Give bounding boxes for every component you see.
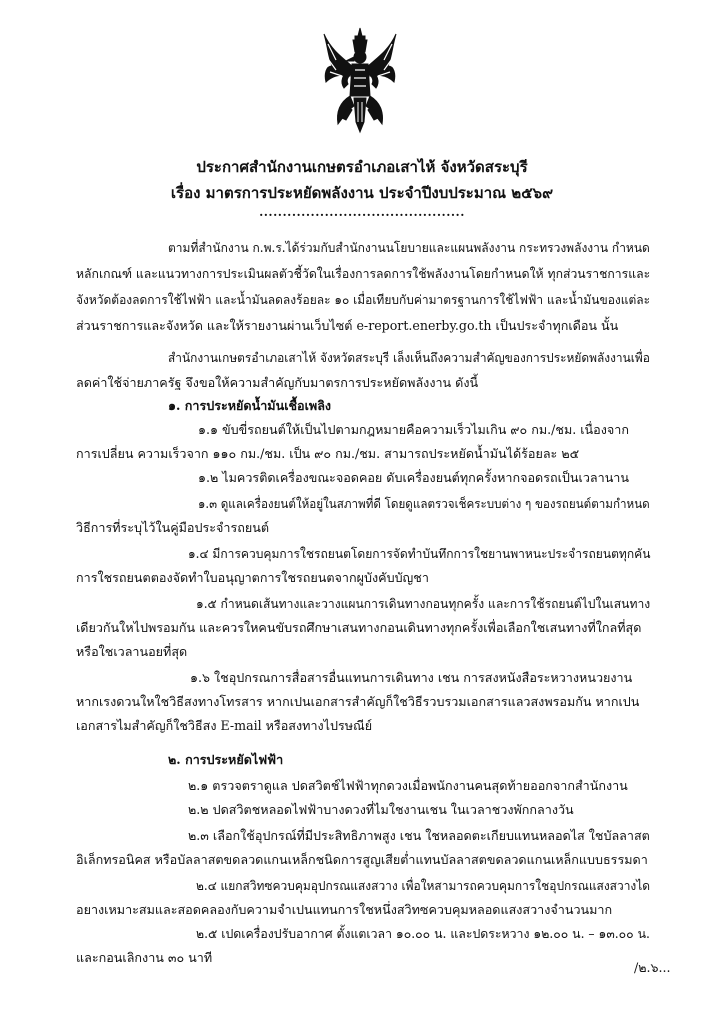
intro-p1-line-4: ส่วนราชการและจังหวัด และให้รายงานผ่านเว็บไซต์ e-report.enerby.go.th เป็นประจำทุกเดือน นั้น [76,318,619,333]
section-2-item-5-line-1: ๒.๕ เปดเครื่องปรับอากาศ ตั้งแตเวลา ๑๐.๐๐ น. และปดระหวาง ๑๒.๐๐ น. – ๑๓.๐๐ น. [196,926,650,941]
section-2-heading: ๒. การประหยัดไฟฟ้า [168,752,284,767]
intro-p2-line-1: สำนักงานเกษตรอำเภอเสาไห้ จังหวัดสระบุรี เล็งเห็นถึงความสำคัญของการประหยัดพลังงานเพื่อ [168,350,650,365]
garuda-emblem-icon [322,26,398,136]
section-1-item-5-line-1: ๑.๕ กำหนดเส้นทางและวางแผนการเดินทางกอนทุกครั้ง และการใช้รถยนต์ไปในเสนทาง [196,596,651,611]
title-line-2: เรื่อง มาตรการประหยัดพลังงาน ประจำปีงบประมาณ ๒๕๖๙ [170,184,554,202]
section-2-item-3-line-2: อิเล็กทรอนิคส หรือบัลลาสตขดลวดแกนเหล็กชนิดการสูญเสียต่ำแทนบัลลาสตขดลวดแกนเหล็กแบบธรรมดา [76,852,648,867]
intro-p2-line-2: ลดค่าใช้จ่ายภาครัฐ จึงขอให้ความสำคัญกับมาตรการประหยัดพลังงาน ดังนี้ [76,375,479,390]
intro-p1-line-3: จังหวัดต้องลดการใช้ไฟฟ้า และน้ำมันลดลงร้อยละ ๑๐ เมื่อเทียบกับค่ามาตรฐานการใช้ไฟฟ้า และน้ำมันของแต่ละ [76,292,651,307]
section-2-item-3-line-1: ๒.๓ เลือกใช้อุปกรณ์ที่มีประสิทธิภาพสูง เชน ใชหลอดตะเกียบแทนหลอดไส ใชบัลลาสต [188,828,650,843]
intro-p1-line-2: หลักเกณฑ์ และแนวทางการประเมินผลตัวชี้วัดในเรื่องการลดการใช้พลังงานโดยกำหนดให้ ทุกส่วนราชการและ [76,266,651,281]
section-1-item-1-line-1: ๑.๑ ขับขี่รถยนต์ให้เป็นไปตามกฎหมายคือความเร็วไมเกิน ๙๐ กม./ชม. เนื่องจาก [198,422,629,437]
section-2-item-5-line-2: และกอนเลิกงาน ๓๐ นาที [76,950,213,965]
title-separator: ............................................ [259,205,465,219]
section-2-item-4-line-1: ๒.๔ แยกสวิทซควบคุมอุปกรณแสงสวาง เพื่อใหสามารถควบคุมการใชอุปกรณแสงสวางได [196,878,651,893]
section-1-item-6-line-1: ๑.๖ ใชอุปกรณการสื่อสารอื่นแทนการเดินทาง เชน การสงหนังสือระหวางหนวยงาน [190,670,633,685]
section-1-item-2-line-1: ๑.๒ ไมควรติดเครื่องขณะจอดคอย ดับเครื่องยนต์ทุกครั้งหากจอดรถเป็นเวลานาน [198,470,629,485]
section-1-item-4-line-2: การใชรถยนตตองจัดทำใบอนุญาตการใชรถยนตจากผูบังคับบัญชา [76,570,429,585]
title-line-1: ประกาศสำนักงานเกษตรอำเภอเสาไห้ จังหวัดสระบุรี [196,158,528,176]
section-1-item-6-line-2: หากเรงดวนใหใชวิธีสงทางโทรสาร หากเปนเอกสารสำคัญก็ใชวิธีรวบรวมเอกสารแลวสงพรอมกัน หากเปน [76,694,640,709]
section-1-item-1-line-2: การเปลี่ยน ความเร็วจาก ๑๑๐ กม./ชม. เป็น ๙๐ กม./ชม. สามารถประหยัดน้ำมันได้ร้อยละ ๒๕ [76,446,580,461]
section-1-item-6-line-3: เอกสารไมสำคัญก็ใชวิธีสง E-mail หรือสงทางไปรษณีย์ [76,718,373,733]
section-1-heading: ๑. การประหยัดน้ำมันเชื้อเพลิง [168,398,332,413]
section-2-item-4-line-2: อยางเหมาะสมและสอดคลองกับความจำเปนแทนการใชหนึ่งสวิทซควบคุมหลอดแสงสวางจำนวนมาก [76,902,613,917]
section-1-item-4-line-1: ๑.๔ มีการควบคุมการใชรถยนตโดยการจัดทำบันทึกการใชยานพาหนะประจำรถยนตทุกคัน [188,546,651,561]
section-1-item-3-line-1: ๑.๓ ดูแลเครื่องยนต์ให้อยู่ในสภาพที่ดี โดยดูแลตรวจเช็คระบบต่าง ๆ ของรถยนต์ตามกำหนด [198,496,650,511]
section-1-item-3-line-2: วิธีการที่ระบุไว้ในคู่มือประจำรถยนต์ [76,520,270,535]
intro-p1-line-1: ตามที่สำนักงาน ก.พ.ร.ได้ร่วมกับสำนักงานนโยบายและแผนพลังงาน กระทรวงพลังงาน กำหนด [168,240,650,255]
section-1-item-5-line-2: เดียวกันใหไปพรอมกัน และควรใหคนขับรถศึกษาเสนทางกอนเดินทางทุกครั้งเพื่อเลือกใชเสนทางที่ใกลที่สุด [76,620,642,635]
section-1-item-5-line-3: หรือใชเวลานอยที่สุด [76,644,188,659]
page-continuation-marker: /๒.๖... [634,960,671,975]
section-2-item-2-line-1: ๒.๒ ปดสวิตชหลอดไฟฟ้าบางดวงที่ไมใชงานเชน ในเวลาชวงพักกลางวัน [188,802,574,817]
section-2-item-1-line-1: ๒.๑ ตรวจตราดูแล ปดสวิตช์ไฟฟ้าทุกดวงเมื่อพนักงานคนสุดท้ายออกจากสำนักงาน [188,778,628,793]
